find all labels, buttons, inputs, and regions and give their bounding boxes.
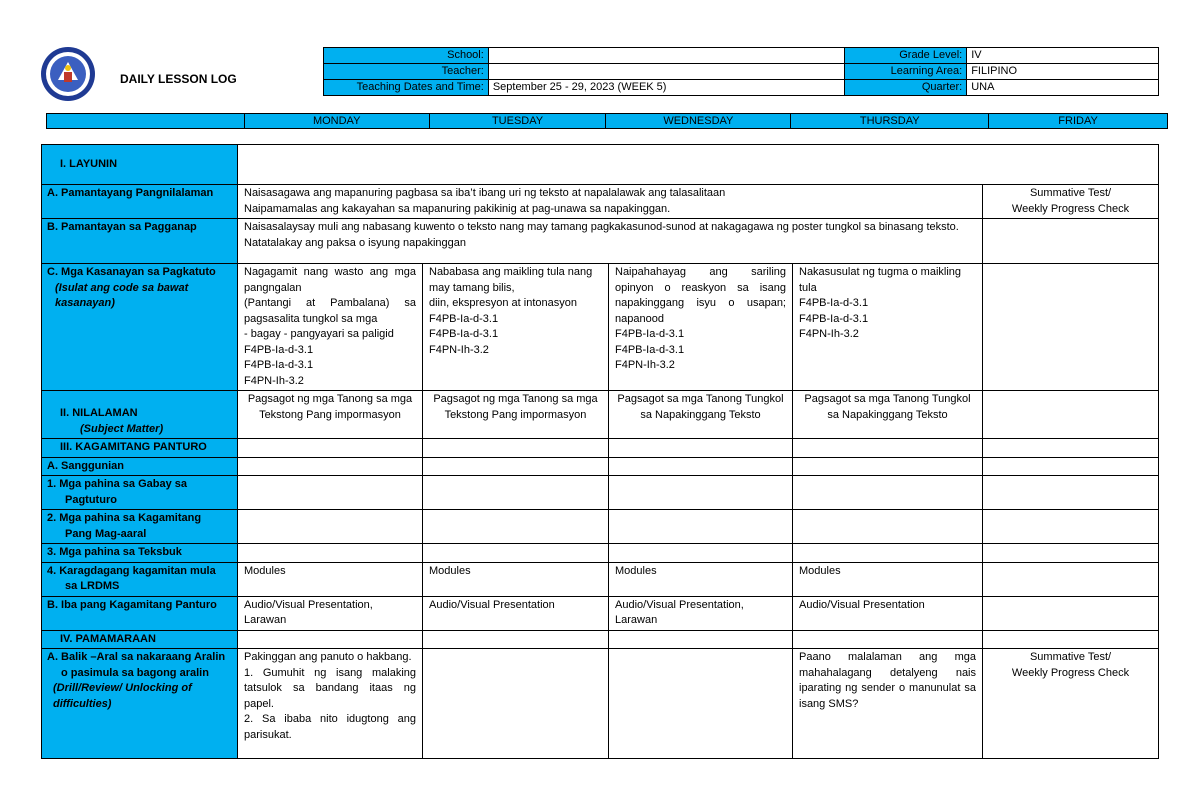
av-monday [238,596,423,630]
av-monday-1: Audio/Visual Presentation, [244,598,373,611]
pamamaraan-mon-3: 2. Sa ibaba nito idugtong ang parisukat. [244,713,416,741]
kasanayan-tue-1: Nababasa ang maikling tula nang may tamang bilis, [429,266,593,294]
empty-cell [793,476,983,510]
deped-seal-icon [40,46,96,102]
empty-cell [793,510,983,544]
pangnilalaman-line-1: Naisasagawa ang mapanuring pagbasa sa iba’t ibang uri ng teksto at napalalawak ang talasalitaan [244,187,726,199]
kasanayan-thu-4: F4PN-Ih-3.2 [799,328,859,340]
av-thursday: Audio/Visual Presentation [793,596,983,630]
pamamaraan-monday [238,649,423,759]
kasanayan-label: C. Mga Kasanayan sa Pagkatuto [47,266,216,278]
school-label: School: [324,48,489,64]
pamamaraan-thursday: Paano malalaman ang mga mahahalagang detalyeng nais iparating ng sender o manunulat sa isang SMS? [793,649,983,759]
empty-cell [793,630,983,649]
nilalaman-wednesday: Pagsagot sa mga Tanong Tungkol sa Napakinggang Teksto [609,391,793,439]
empty-cell [238,439,423,458]
kasanayan-mon-6: F4PN-Ih-3.2 [244,374,304,387]
kagamitang-mag-aaral-label-cell [42,510,238,544]
kasanayan-wed-2: F4PB-Ia-d-3.1 [615,328,685,340]
empty-cell [423,457,609,476]
av-tuesday: Audio/Visual Presentation [423,596,609,630]
kasanayan-tue-2: diin, ekspresyon at intonasyon [429,297,577,309]
empty-cell [238,457,423,476]
learning-area-value: FILIPINO [967,64,1159,80]
kasanayan-wednesday [609,264,793,391]
empty-cell [609,439,793,458]
quarter-label: Quarter: [845,80,967,96]
day-monday: MONDAY [244,114,429,129]
empty-cell [423,630,609,649]
pamamaraan-tuesday [423,649,609,759]
empty-cell [609,457,793,476]
empty-cell [423,510,609,544]
nilalaman-label: II. NILALAMAN [60,407,138,419]
kasanayan-mon-5: F4PB-Ia-d-3.1 [244,359,314,371]
modules-tuesday: Modules [423,562,609,596]
day-tuesday: TUESDAY [429,114,606,129]
lesson-log-table [41,144,1159,759]
kasanayan-tue-5: F4PN-Ih-3.2 [429,343,489,356]
balik-aral-label-cell [42,649,238,759]
kasanayan-monday [238,264,423,391]
pamantayang-pangnilalaman-text [238,185,983,219]
empty-cell [983,439,1159,458]
kasanayan-mon-3: - bagay - pangyayari sa paligid [244,328,394,340]
teacher-label: Teacher: [324,64,489,80]
kagamitang-panturo-heading: III. KAGAMITANG PANTURO [42,439,238,458]
kasanayan-wed-1: Naipahahayag ang sariling opinyon o reaskyon sa isang napakinggang isyu o usapan; napanood [615,266,786,325]
layunin-heading: I. LAYUNIN [42,145,238,185]
empty-cell [238,630,423,649]
kasanayan-label-italic: (Isulat ang code sa bawat kasanayan) [55,281,189,309]
empty-cell [238,544,423,563]
pangnilalaman-line-2: Naipamamalas ang kakayahan sa mapanuring pakikinig at pag-unawa sa napakinggan. [244,202,671,215]
friday-cell-b [983,219,1159,264]
empty-cell [609,544,793,563]
modules-wednesday: Modules [609,562,793,596]
summative-line-1: Summative Test/ [1029,187,1112,199]
empty-cell [423,439,609,458]
learning-area-label: Learning Area: [845,64,967,80]
summative-line-1: Summative Test/ [1029,651,1112,663]
lrdms-label-2: sa LRDMS [65,580,120,592]
school-value [488,48,845,64]
balik-aral-label-1: A. Balik –Aral sa nakaraang Aralin [47,651,226,663]
empty-cell [423,476,609,510]
empty-cell [793,457,983,476]
kasanayan-label-cell [42,264,238,391]
friday-summative-iv [983,649,1159,759]
kasanayan-mon-4: F4PB-Ia-d-3.1 [244,343,314,356]
nilalaman-friday [983,391,1159,439]
day-thursday: THURSDAY [791,114,989,129]
day-wednesday: WEDNESDAY [606,114,791,129]
empty-cell [609,630,793,649]
header-info-table [323,47,1159,96]
modules-thursday: Modules [793,562,983,596]
subject-matter-label: (Subject Matter) [80,422,164,435]
kasanayan-wed-3: F4PB-Ia-d-3.1 [615,343,685,356]
empty-cell [238,476,423,510]
av-wednesday-2: Larawan [615,614,658,626]
kasanayan-friday [983,264,1159,391]
grade-level-value: IV [967,48,1159,64]
pagganap-line-2: Natatalakay ang paksa o isyung napakinggan [244,236,466,249]
kasanayan-tuesday [423,264,609,391]
kasanayan-thu-1: Nakasusulat ng tugma o maikling tula [799,266,962,294]
nilalaman-label-cell [42,391,238,439]
av-monday-2: Larawan [244,614,287,626]
av-wednesday [609,596,793,630]
gabay-label-cell [42,476,238,510]
pamamaraan-mon-2: 1. Gumuhit ng isang malaking tatsulok sa bandang itaas ng papel. [244,666,416,710]
teacher-value [488,64,845,80]
av-wednesday-1: Audio/Visual Presentation, [615,598,744,611]
lrdms-label: 4. Karagdagang kagamitan mula [47,564,216,577]
balik-aral-label-2: o pasimula sa bagong aralin [61,666,209,679]
empty-cell [983,630,1159,649]
empty-cell [423,544,609,563]
kasanayan-thursday [793,264,983,391]
empty-cell [793,439,983,458]
nilalaman-monday: Pagsagot ng mga Tanong sa mga Tekstong Pang impormasyon [238,391,423,439]
pagganap-line-1: Naisasalaysay muli ang nabasang kuwento o teksto nang may tamang pagkakasunod-sunod at nakagagawa ng poster tungkol sa binasang teksto. [244,221,959,233]
empty-cell [793,544,983,563]
modules-monday: Modules [238,562,423,596]
pamamaraan-wednesday [609,649,793,759]
kasanayan-mon-2: (Pantangi at Pambalana) sa pagsasalita tungkol sa mga [244,297,416,325]
summative-line-2: Weekly Progress Check [1011,202,1130,215]
kasanayan-thu-3: F4PB-Ia-d-3.1 [799,312,869,325]
teaching-dates-label: Teaching Dates and Time: [324,80,489,96]
empty-cell [983,544,1159,563]
gabay-label-2: Pagtuturo [65,493,117,506]
pamamaraan-heading: IV. PAMAMARAAN [42,630,238,649]
kasanayan-tue-3: F4PB-Ia-d-3.1 [429,312,499,325]
pamamaraan-mon-1: Pakinggan ang panuto o hakbang. [244,651,412,663]
empty-cell [983,596,1159,630]
empty-cell [609,510,793,544]
empty-cell [238,510,423,544]
kasanayan-tue-4: F4PB-Ia-d-3.1 [429,328,499,340]
nilalaman-thursday: Pagsagot sa mga Tanong Tungkol sa Napakinggang Teksto [793,391,983,439]
document-title: DAILY LESSON LOG [120,72,237,86]
empty-cell [983,457,1159,476]
empty-cell [983,562,1159,596]
sanggunian-label: A. Sanggunian [42,457,238,476]
layunin-cell [238,145,1159,185]
teksbuk-label: 3. Mga pahina sa Teksbuk [42,544,238,563]
quarter-value: UNA [967,80,1159,96]
iba-pang-kagamitan-label: B. Iba pang Kagamitang Panturo [42,596,238,630]
grade-level-label: Grade Level: [845,48,967,64]
pamantayan-sa-pagganap-text [238,219,983,264]
empty-cell [983,510,1159,544]
friday-summative-a [983,185,1159,219]
day-friday: FRIDAY [989,114,1168,129]
nilalaman-tuesday: Pagsagot ng mga Tanong sa mga Tekstong Pang impormasyon [423,391,609,439]
kasanayan-mon-1: Nagagamit nang wasto ang mga pangngalan [244,266,416,294]
lrdms-label-cell [42,562,238,596]
empty-cell [983,476,1159,510]
teaching-dates-value: September 25 - 29, 2023 (WEEK 5) [488,80,845,96]
kasanayan-wed-4: F4PN-Ih-3.2 [615,359,675,371]
pamantayang-pangnilalaman-label: A. Pamantayang Pangnilalaman [42,185,238,219]
kagamitang-mag-aaral-label: 2. Mga pahina sa Kagamitang [47,512,202,524]
kagamitang-mag-aaral-label-2: Pang Mag-aaral [65,527,147,540]
days-header-blank [47,114,245,129]
pamantayan-sa-pagganap-label: B. Pamantayan sa Pagganap [42,219,238,264]
days-header [46,113,1168,129]
empty-cell [609,476,793,510]
summative-line-2: Weekly Progress Check [1011,666,1130,679]
gabay-label: 1. Mga pahina sa Gabay sa [47,478,188,490]
kasanayan-thu-2: F4PB-Ia-d-3.1 [799,297,869,309]
balik-aral-label-3: (Drill/Review/ Unlocking of difficulties) [53,682,192,710]
